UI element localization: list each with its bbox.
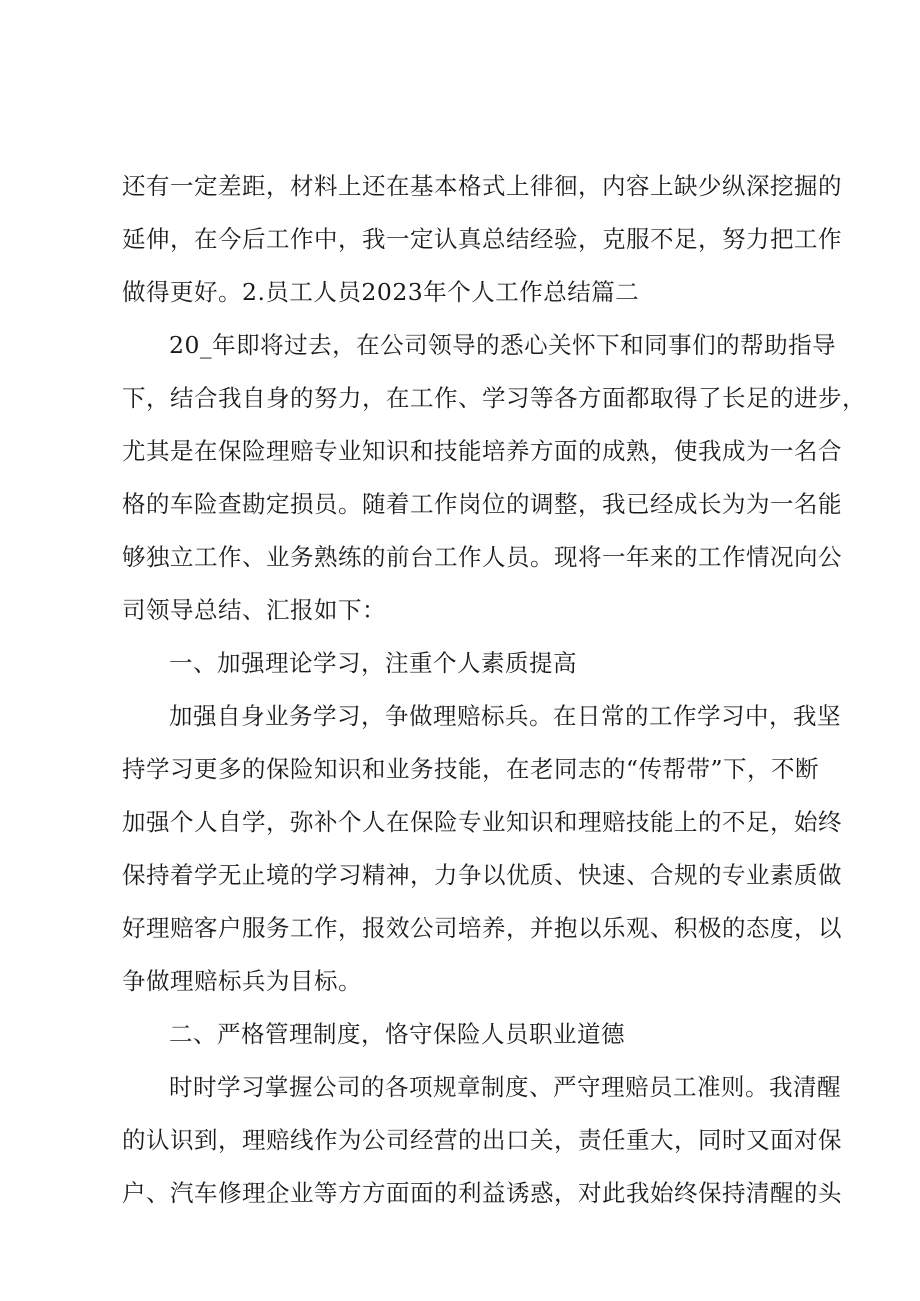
text-line: 加强自身业务学习，争做理赔标兵。在日常的工作学习中，我坚 [169,702,841,730]
paragraph-section-2 [122,1061,842,1220]
section-heading-2 [122,1008,822,1061]
paragraph-section-1 [122,690,842,1008]
text-line: 户、汽车修理企业等方方面面的利益诱惑，对此我始终保持清醒的头 [122,1179,842,1207]
text-line: 争做理赔标兵为目标。 [122,967,362,995]
text-line: 的认识到，理赔线作为公司经营的出口关，责任重大，同时又面对保 [122,1126,842,1154]
text-line: 司领导总结、汇报如下： [122,596,386,624]
text-line: 保持着学无止境的学习精神，力争以优质、快速、合规的专业素质做 [122,861,842,889]
text-line: 好理赔客户服务工作，报效公司培养，并抱以乐观、积极的态度，以 [122,914,842,942]
text-line: 还有一定差距，材料上还在基本格式上徘徊，内容上缺少纵深挖掘的 [122,172,842,200]
text-line: 延伸，在今后工作中，我一定认真总结经验，克服不足，努力把工作 [122,225,842,253]
text-line: 20_年即将过去，在公司领导的悉心关怀下和同事们的帮助指导 [169,331,837,359]
heading-text: 一、加强理论学习，注重个人素质提高 [169,649,577,677]
document-body [122,160,866,1220]
text-line: 下，结合我自身的努力，在工作、学习等各方面都取得了长足的进步， [122,384,866,412]
text-line: 时时学习掌握公司的各项规章制度、严守理赔员工准则。我清醒 [169,1073,841,1101]
text-line: 格的车险查勘定损员。随着工作岗位的调整，我已经成长为为一名能 [122,490,842,518]
text-line: 加强个人自学，弥补个人在保险专业知识和理赔技能上的不足，始终 [122,808,842,836]
text-line: 够独立工作、业务熟练的前台工作人员。现将一年来的工作情况向公 [122,543,842,571]
text-line: 持学习更多的保险知识和业务技能，在老同志的“传帮带”下，不断 [122,755,820,783]
heading-text: 二、严格管理制度，恪守保险人员职业道德 [169,1020,625,1048]
section-heading-1 [122,637,822,690]
text-line: 做得更好。2.员工人员2023年个人工作总结篇二 [122,278,640,306]
text-line: 尤其是在保险理赔专业知识和技能培养方面的成熟，使我成为一名合 [122,437,842,465]
paragraph-closing-previous [122,160,842,319]
paragraph-intro [122,319,866,637]
